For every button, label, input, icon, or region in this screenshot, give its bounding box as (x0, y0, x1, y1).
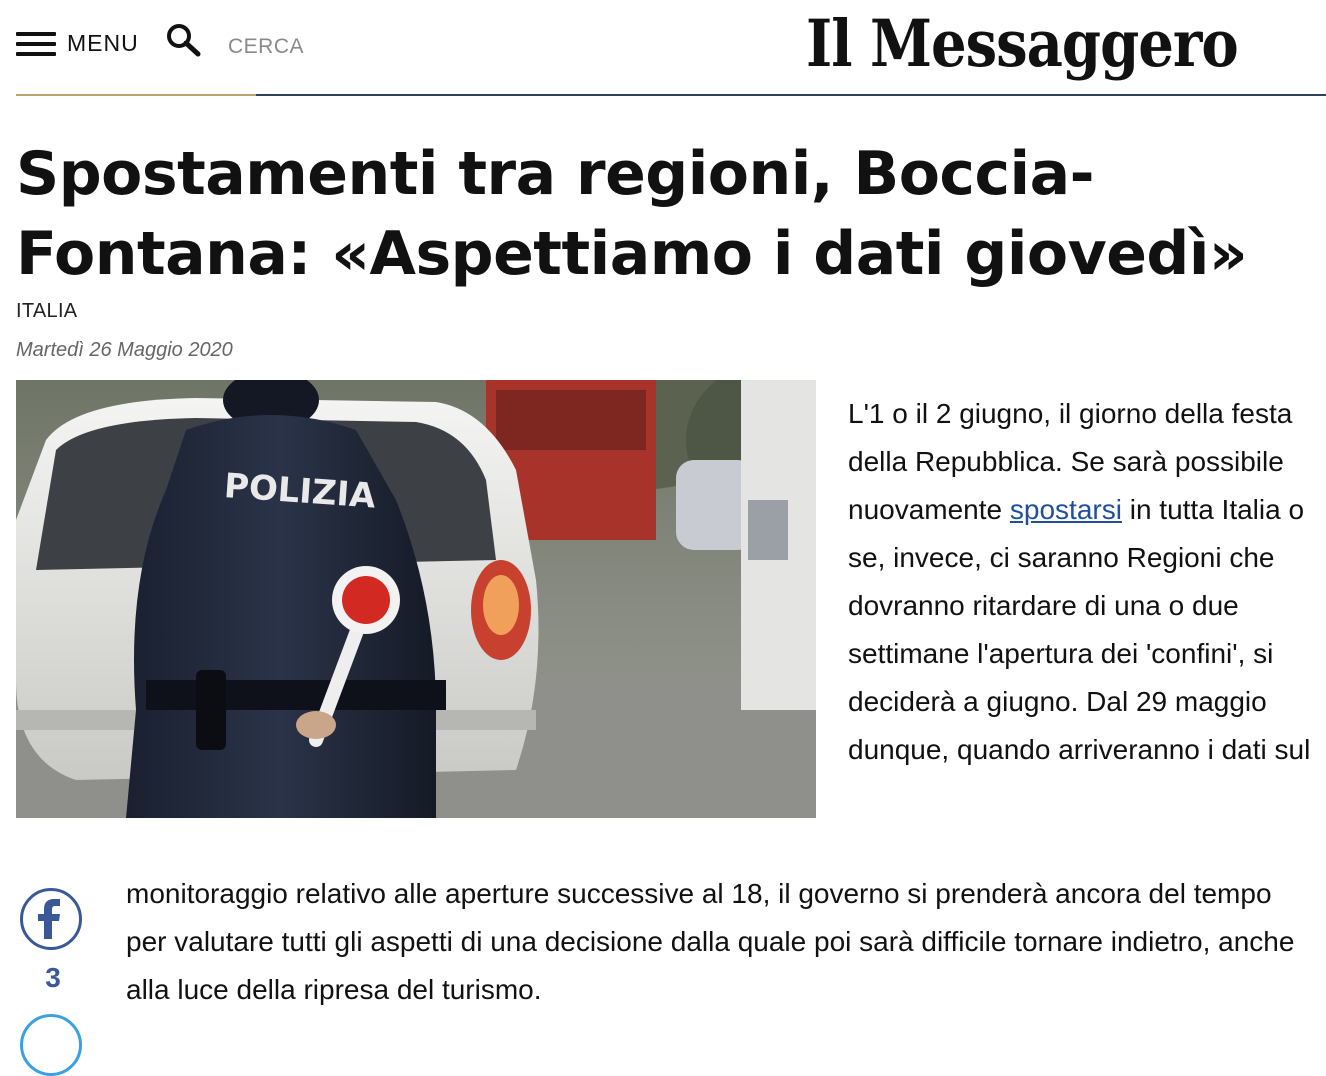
article-headline: Spostamenti tra regioni, Boccia-Fontana: «Aspettiamo i dati giovedì» (16, 139, 1248, 289)
paragraph-text-before-link: L'1 o il 2 giugno, il giorno della festa della Repubblica. Se sarà possibile nuovamente (848, 398, 1293, 525)
polizia-jacket-text: POLIZIA (222, 466, 377, 517)
article-date: Martedì 26 Maggio 2020 (16, 339, 233, 361)
search-link[interactable]: CERCA (228, 35, 305, 58)
article-photo[interactable] (16, 380, 816, 818)
site-logo[interactable]: Il Messaggero (806, 6, 1238, 82)
article-category[interactable]: ITALIA (16, 300, 78, 322)
share-bar (20, 888, 90, 994)
facebook-share-button[interactable] (20, 888, 82, 950)
facebook-icon (36, 899, 66, 939)
article-paragraph-continued: monitoraggio relativo alle aperture successive al 18, il governo si prenderà ancora del tempo per valutare tutti gli aspetti di una decisione dalla quale poi sarà difficile tornare indietro, anche alla luce della ripresa del turismo. (126, 878, 1295, 1005)
twitter-share-button[interactable] (20, 1014, 82, 1076)
menu-button[interactable] (16, 30, 139, 57)
police-checkpoint-illustration (16, 380, 816, 818)
search-icon[interactable] (164, 22, 202, 60)
menu-label: MENU (67, 30, 139, 56)
spostarsi-link[interactable]: spostarsi (1009, 494, 1122, 525)
article-paragraph-intro (848, 390, 1318, 774)
paragraph-text-after-link: in tutta Italia o se, invece, ci saranno Regioni che dovranno ritardare di una o due settimane l'apertura dei 'confini', si deciderà a giugno. Dal 29 maggio dunque, quando arriveranno i dati sul (848, 494, 1311, 765)
site-header (0, 0, 1326, 96)
header-divider (16, 94, 1326, 96)
facebook-share-count: 3 (45, 962, 61, 993)
hamburger-icon (16, 30, 56, 57)
